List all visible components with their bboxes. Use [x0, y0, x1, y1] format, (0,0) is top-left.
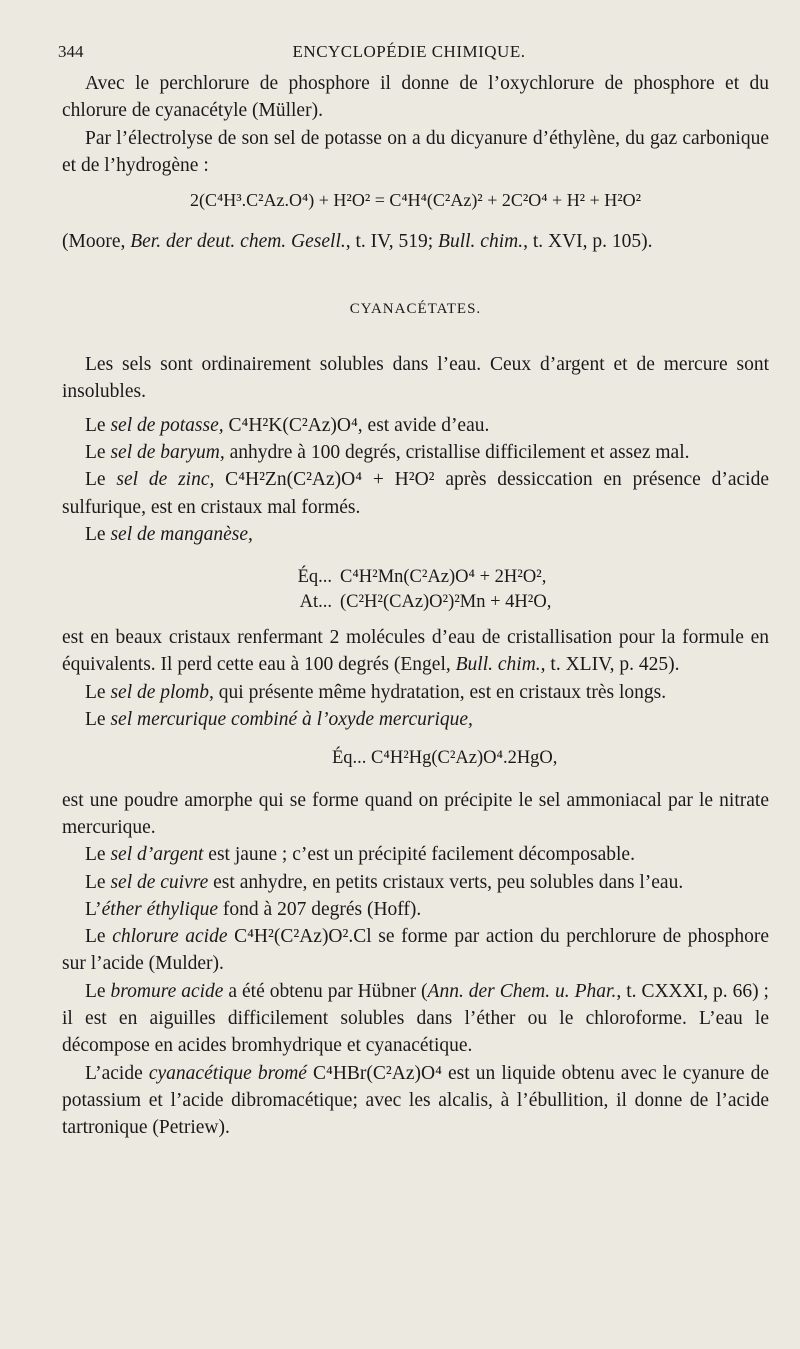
paragraph: Par l’électrolyse de son sel de potasse on a du dicyanure d’éthylène, du gaz carbonique et de l’hydrogène :	[62, 127, 769, 176]
formula-line	[272, 564, 769, 589]
text-span: Le	[85, 871, 111, 893]
paragraph	[62, 706, 769, 733]
term-italic: bromure acide	[110, 980, 224, 1002]
text-span: Le	[85, 441, 111, 463]
citation-italic: Bull. chim.	[438, 231, 524, 253]
text-span: (Moore,	[62, 231, 131, 253]
text-span: anhydre à 100 degrés, cristallise difficilement et assez mal.	[224, 441, 690, 463]
text-span: a été obtenu par Hübner (	[223, 980, 428, 1002]
term-italic: éther éthylique	[101, 898, 219, 920]
text-span: C⁴HBr(C²Az)O⁴ est un liquide obtenu avec le cyanure de potassium et l’acide dibromacétique; avec les alcalis, à l’ébullition, il donne de l’acide tartronique (Petriew).	[62, 1062, 770, 1139]
term-italic: sel de manganèse,	[110, 523, 253, 545]
text-span: fond à 207 degrés (Hoff).	[218, 898, 422, 920]
paragraph	[62, 521, 769, 548]
page-body	[62, 70, 769, 1142]
paragraph	[62, 978, 769, 1060]
formula-label: Éq...	[297, 567, 332, 588]
paragraph	[62, 228, 769, 255]
text-span: C⁴H²K(C²Az)O⁴, est avide d’eau.	[223, 414, 490, 436]
text-span: , t. XVI, p. 105).	[523, 231, 653, 253]
paragraph	[62, 841, 769, 868]
term-italic: cyanacétique bromé	[148, 1062, 307, 1084]
text-span: Le	[85, 469, 117, 491]
text-span: est jaune ; c’est un précipité facilement décomposable.	[203, 844, 635, 866]
paragraph	[62, 896, 769, 923]
text-span: Le	[85, 980, 111, 1002]
page-number: 344	[58, 42, 84, 61]
text-span: , t. CXXXI, p. 66) ; il est en aiguilles difficilement solubles dans l’éther ou le chloroforme. L’eau le décompose en acides bromhydrique et cyanacétique.	[62, 980, 769, 1057]
paragraph: Avec le perchlorure de phosphore il donne de l’oxychlorure de phosphore et du chlorure de cyanacétyle (Müller).	[62, 73, 769, 122]
term-italic: sel mercurique combiné à l’oxyde mercurique,	[110, 709, 473, 731]
section-title: CYANACÉTATES.	[349, 300, 482, 317]
text-span: L’	[85, 898, 102, 920]
formula-block	[62, 564, 769, 614]
equation: 2(C⁴H³.C²Az.O⁴) + H²O² = C⁴H⁴(C²Az)² + 2C²O⁴ + H² + H²O²	[189, 190, 642, 211]
text-span: C⁴H²(C²Az)O².Cl se forme par action du perchlorure de phosphore sur l’acide (Mulder).	[62, 926, 769, 975]
formula: Éq... C⁴H²Hg(C²Az)O⁴.2HgO,	[332, 748, 558, 769]
term-italic: sel de cuivre	[110, 871, 209, 893]
text-span: qui présente même hydratation, est en cristaux très longs.	[213, 681, 667, 703]
term-italic: sel de potasse,	[110, 414, 224, 436]
paragraph	[62, 1060, 769, 1142]
running-title: ENCYCLOPÉDIE CHIMIQUE.	[292, 42, 526, 61]
paragraph	[62, 679, 769, 706]
paragraph: Les sels sont ordinairement solubles dans l’eau. Ceux d’argent et de mercure sont insolubles.	[62, 354, 769, 403]
text-span: Le	[85, 709, 111, 731]
text-span: Le	[85, 414, 111, 436]
term-italic: sel de baryum,	[110, 441, 225, 463]
paragraph	[62, 439, 769, 466]
formula-line	[272, 589, 769, 614]
text-span: C⁴H²Zn(C²Az)O⁴ + H²O² après dessiccation en présence d’acide sulfurique, est en cristaux mal formés.	[62, 469, 769, 518]
term-italic: sel de zinc,	[116, 469, 215, 491]
text-span: Le	[85, 926, 113, 948]
text-span: est en beaux cristaux renfermant 2 molécules d’eau de cristallisation pour la formule en équivalents. Il perd cette eau à 100 degrés (Engel,	[62, 627, 769, 676]
term-italic: chlorure acide	[112, 926, 228, 948]
paragraph: est une poudre amorphe qui se forme quand on précipite le sel ammoniacal par le nitrate mercurique.	[62, 789, 769, 838]
paragraph	[62, 923, 769, 978]
citation-italic: Ann. der Chem. u. Phar.	[427, 980, 617, 1002]
term-italic: sel d’argent	[110, 844, 204, 866]
term-italic: sel de plomb,	[110, 681, 214, 703]
paragraph	[62, 466, 769, 521]
formula: C⁴H²Mn(C²Az)O⁴ + 2H²O²,	[340, 567, 547, 588]
text-span: Le	[85, 681, 111, 703]
text-span: , t. IV, 519;	[345, 231, 439, 253]
paragraph	[62, 869, 769, 896]
paragraph	[62, 624, 769, 679]
paragraph	[62, 412, 769, 439]
text-span: Le	[85, 523, 111, 545]
citation-italic: Bull. chim.	[455, 654, 541, 676]
text-span: , t. XLIV, p. 425).	[540, 654, 680, 676]
formula: (C²H²(CAz)O²)²Mn + 4H²O,	[340, 592, 552, 613]
page-header	[58, 40, 760, 66]
text-span: L’acide	[85, 1062, 149, 1084]
citation-italic: Ber. der deut. chem. Gesell.	[130, 231, 346, 253]
formula-label: At...	[299, 592, 332, 613]
text-span: est anhydre, en petits cristaux verts, peu solubles dans l’eau.	[208, 871, 684, 893]
text-span: Le	[85, 844, 111, 866]
